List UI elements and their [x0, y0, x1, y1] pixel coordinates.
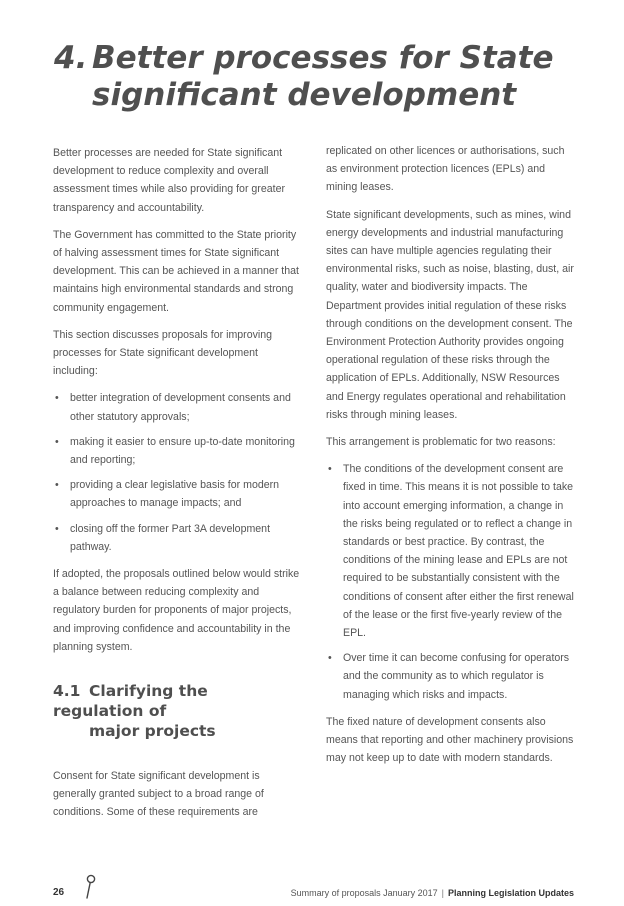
paragraph: If adopted, the proposals outlined below would strike a balance between reducing complexity and regulatory burden for proponents of major projects, and improving confidence and accountability in the planning system. — [53, 568, 300, 653]
paragraph: This arrangement is problematic for two reasons: — [326, 436, 556, 449]
map-pin-icon — [82, 874, 98, 900]
left-column — [53, 144, 303, 831]
paragraph: replicated on other licences or authorisations, such as environment protection licences (EPLs) and mining leases. — [326, 145, 565, 194]
title-line-2: significant development — [92, 77, 517, 113]
footer-publication-info — [291, 888, 574, 898]
title-text-1: Better processes for State — [92, 40, 554, 76]
section-heading — [53, 681, 303, 741]
page-number: 26 — [53, 887, 65, 898]
paragraph: The Government has committed to the State priority of halving assessment times for State significant development. This can be achieved in a manner that maintains high environmental standards and strong community engagement. — [53, 228, 299, 314]
paragraph: Consent for State significant development is generally granted subject to a broad range of conditions. Some of these requirements are — [53, 770, 264, 819]
list-item: • closing off the former Part 3A development pathway. — [53, 520, 303, 556]
list-item: • providing a clear legislative basis for modern approaches to manage impacts; and — [53, 476, 303, 512]
list-item: • better integration of development consents and other statutory approvals; — [53, 389, 303, 425]
bullet-list — [53, 389, 303, 556]
list-item: • making it easier to ensure up-to-date monitoring and reporting; — [53, 433, 303, 469]
bullet-list — [326, 460, 574, 704]
section-title-1: Clarifying the regulation of — [53, 682, 208, 721]
page-footer — [0, 880, 624, 904]
paragraph: State significant developments, such as mines, wind energy developments and industrial manufacturing sites can have multiple agencies regulating their environmental risks, such as noise, blasting, dust, air quality, water and biodiversity impacts. The Department provides initial regulation of these risks through conditions on the development consent. The Environment Protection Authority provides ongoing operational regulation of these risks through the application of EPLs. Additionally, NSW Resources and Energy regulates operational and rehabilitation risks through mining leases. — [326, 208, 574, 421]
title-number: 4. — [54, 40, 88, 76]
section-number: 4.1 — [53, 682, 81, 701]
section-title-2: major projects — [89, 722, 216, 741]
paragraph: This section discusses proposals for improving processes for State significant development including: — [53, 328, 273, 378]
list-item: • The conditions of the development consent are fixed in time. This means it is not possible to take into account emerging information, a change in the risks being regulated or to reflect a change in standards or best practice. By contrast, the conditions of the mining lease and EPLs are not required to be substantially consistent with the conditions of consent after either the first renewal of the lease or the first five-yearly review of the EPL. — [326, 460, 574, 642]
section-heading-line-1 — [53, 682, 208, 720]
right-column — [326, 142, 574, 777]
footer-publication: Planning Legislation Updates — [447, 888, 574, 898]
page-title — [54, 40, 594, 114]
title-line-1 — [54, 40, 594, 77]
paragraph: The fixed nature of development consents also means that reporting and other machinery provisions may not keep up to date with modern standards. — [326, 715, 574, 765]
paragraph: Better processes are needed for State significant development to reduce complexity and overall assessment times while also providing for greater transparency and accountability. — [53, 147, 285, 214]
footer-summary: Summary of proposals January 2017 — [290, 888, 438, 898]
footer-separator: | — [441, 888, 444, 898]
list-item: • Over time it can become confusing for operators and the community as to which regulator is managing which risks and impacts. — [326, 649, 574, 704]
